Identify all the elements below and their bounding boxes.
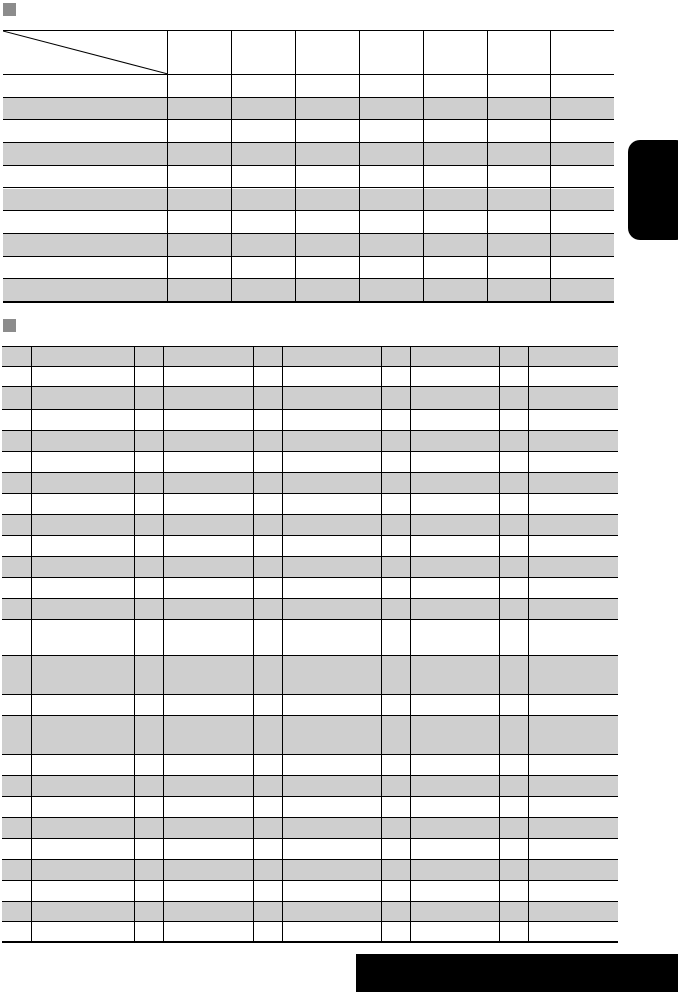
section-marker-1 xyxy=(3,3,16,16)
table-2-row xyxy=(2,536,618,557)
table-2-column-rule xyxy=(528,347,529,942)
diagonal-divider xyxy=(3,31,168,74)
table-1-row xyxy=(3,98,614,121)
table-2-row xyxy=(2,860,618,881)
table-2-row xyxy=(2,367,618,387)
table-1-column-rule xyxy=(167,31,168,302)
table-2-row xyxy=(2,797,618,818)
table-2-row xyxy=(2,557,618,578)
table-2-row xyxy=(2,818,618,839)
table-2-row xyxy=(2,578,618,599)
footer-bar xyxy=(356,954,678,992)
table-2-row xyxy=(2,881,618,902)
table-2-row xyxy=(2,620,618,656)
table-2-column-rule xyxy=(31,347,32,942)
table-2-column-rule xyxy=(163,347,164,942)
table-2-column-rule xyxy=(282,347,283,942)
table-1-column-rule xyxy=(550,31,551,302)
section-marker-2 xyxy=(3,319,16,332)
table-1-column-rule xyxy=(359,31,360,302)
table-2-row xyxy=(2,473,618,494)
table-1-row xyxy=(3,143,614,166)
table-1-row xyxy=(3,279,614,302)
table-1-row xyxy=(3,75,614,98)
table-2-row xyxy=(2,656,618,695)
table-1-row xyxy=(3,189,614,212)
table-1-column-rule xyxy=(295,31,296,302)
table-2-row xyxy=(2,922,618,942)
table-2-column-rule xyxy=(253,347,254,942)
table-2-row xyxy=(2,410,618,431)
table-1-column-rule xyxy=(231,31,232,302)
table-1-row xyxy=(3,234,614,257)
table-2-row xyxy=(2,755,618,776)
table-2 xyxy=(2,346,618,943)
table-1-row xyxy=(3,211,614,234)
table-2-row xyxy=(2,839,618,860)
table-2-row xyxy=(2,716,618,755)
table-2-row xyxy=(2,599,618,620)
table-2-column-rule xyxy=(381,347,382,942)
table-2-row xyxy=(2,387,618,410)
table-2-column-rule xyxy=(499,347,500,942)
table-1-column-rule xyxy=(487,31,488,302)
table-1-row xyxy=(3,257,614,280)
table-1 xyxy=(3,30,614,303)
table-2-row xyxy=(2,776,618,797)
table-2-row xyxy=(2,494,618,515)
table-2-row xyxy=(2,695,618,716)
table-2-header-row xyxy=(2,347,618,367)
table-2-row xyxy=(2,902,618,922)
table-2-column-rule xyxy=(410,347,411,942)
table-1-header xyxy=(3,31,614,75)
table-2-row xyxy=(2,431,618,452)
table-1-column-rule xyxy=(423,31,424,302)
table-2-column-rule xyxy=(134,347,135,942)
language-side-tab xyxy=(628,140,678,240)
table-2-row xyxy=(2,515,618,536)
table-2-row xyxy=(2,452,618,473)
table-1-row xyxy=(3,120,614,143)
table-1-row xyxy=(3,166,614,189)
